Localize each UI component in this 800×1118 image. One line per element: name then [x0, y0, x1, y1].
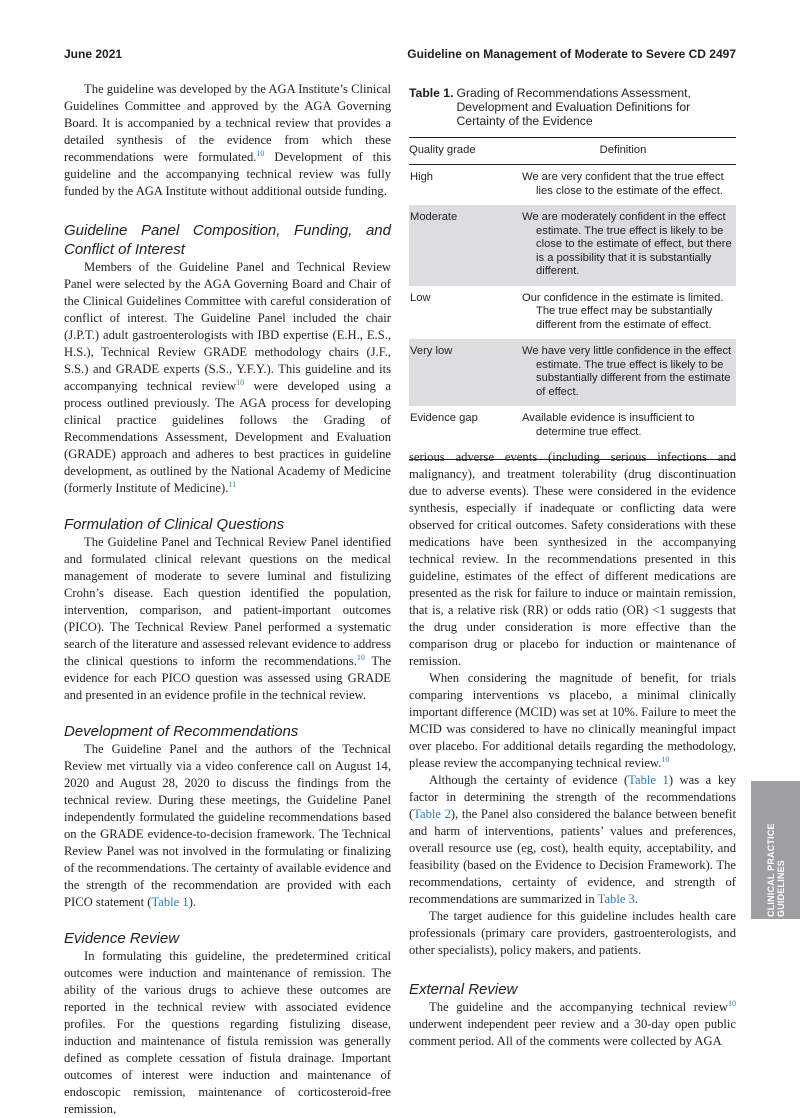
paragraph — [64, 81, 391, 200]
text: . — [634, 892, 639, 906]
table-header-row — [409, 138, 736, 165]
table-link[interactable]: Table 3 — [597, 892, 635, 906]
grade-cell: High — [410, 171, 434, 183]
text: ), the Panel also considered the balance between benefit and harm of interventions, patients’ values and preferences, overall resource use (eg, cost), health equity, acceptability, and feasibility (based on the Evidence to Decision Framework). The recommendations, certainty of evidence, and strength of recommendations are summarized in — [409, 807, 736, 906]
definition-text: Our confidence in the estimate is limited. The true effect may be substantially different from the estimate of effect. — [522, 291, 724, 331]
paragraph — [409, 999, 736, 1050]
text: When considering the magnitude of benefit, for trials comparing interventions vs placebo, a minimal clinically important difference (MCID) was set at 10%. Failure to meet the MCID was considered to have no clinically meaningful impact over placebo. For additional details regarding the methodology, please review the accompanying technical review. — [409, 671, 736, 770]
section-heading: Evidence Review — [64, 930, 180, 947]
table-caption — [409, 86, 736, 128]
section-heading: External Review — [409, 981, 518, 998]
paragraph — [409, 670, 736, 772]
paragraph: In formulating this guideline, the predetermined critical outcomes were induction and maintenance of remission. The ability of the various drugs to achieve these outcomes are reported in the technical review with associated evidence profiles. For the questions regarding fistulizing disease, induction and maintenance of fistula remission was generally defined as complete cessation of fistula drainage. Important outcomes of interest were induction and maintenance of endoscopic remission, maintenance of corticosteroid-free remission, — [64, 949, 391, 1116]
paragraph — [64, 259, 391, 497]
text: The guideline was developed by the AGA Institute’s Clinical Guidelines Committee and approved by the AGA Governing Board. It is accompanied by a technical review that provides a detailed synthesis of the evidence from which these recommendations were formulated. — [64, 82, 391, 164]
reference-superscript[interactable]: 10 — [728, 998, 736, 1008]
text: Members of the Guideline Panel and Technical Review Panel were selected by the AGA Governing Board and Chair of the Clinical Guidelines Committee with careful consideration of conflict of interest. The Guideline Panel included the chair (J.P.T.) adult gastroenterologists with IBD expertise (E.H., E.S., H.S.), Technical Review GRADE methodology chairs (J.F., S.S.) and GRADE experts (S.S., Y.F.Y.). This guideline and its accompanying technical review — [64, 260, 391, 393]
text: The guideline and the accompanying technical review — [429, 1000, 728, 1014]
running-header-title: Guideline on Management of Moderate to Severe CD 2497 — [407, 47, 736, 61]
table-row — [409, 286, 736, 340]
table-link[interactable]: Table 1 — [628, 773, 669, 787]
table-row — [409, 205, 736, 286]
text: underwent independent peer review and a 30-day open public comment period. All of the comments were collected by AGA — [409, 1017, 736, 1048]
definition-text: We are very confident that the true effect lies close to the estimate of the effect. — [522, 171, 724, 197]
definition-cell — [510, 339, 736, 406]
table-title: Grading of Recommendations Assessment, Development and Evaluation Definitions for Certainty of the Evidence — [456, 86, 691, 128]
definition-text: We are moderately confident in the effect estimate. The true effect is likely to be close to the estimate of effect, but there is a possibility that it is substantially different. — [522, 211, 732, 277]
paragraph — [409, 772, 736, 908]
section-heading: Guideline Panel Composition, Funding, and Conflict of Interest — [64, 222, 391, 258]
reference-superscript[interactable]: 10 — [356, 652, 365, 662]
left-column — [64, 81, 391, 1118]
grade-cell: Very low — [409, 339, 510, 406]
paragraph: The target audience for this guideline includes health care professionals (primary care providers, gastroenterologists, and other specialists), policy makers, and patients. — [409, 909, 736, 957]
table-row — [409, 339, 736, 406]
paragraph — [64, 534, 391, 704]
text: The evidence for each PICO question was assessed using GRADE and presented in an evidence profile in the technical review. — [64, 654, 391, 702]
table-row — [409, 165, 736, 206]
table-link[interactable]: Table 2 — [413, 807, 451, 821]
definition-cell — [510, 165, 736, 206]
running-header-date: June 2021 — [64, 47, 123, 61]
reference-superscript[interactable]: 10 — [236, 377, 245, 387]
grade-cell: Moderate — [409, 205, 510, 286]
text: The Guideline Panel and the authors of the Technical Review met virtually via a video conference call on August 14, 2020 and August 28, 2020 to discuss the findings from the technical review. During these meetings, the Guideline Panel independently formulated the guideline recommendations based on the GRADE evidence-to-decision framework. The Technical Review Panel was not involved in the formulating or finalizing of the recommendations. The certainty of available evidence and the strength of the recommendation are provided with each PICO statement ( — [64, 742, 391, 909]
reference-superscript[interactable]: 11 — [228, 479, 237, 489]
definition-text: We have very little confidence in the effect estimate. The true effect is likely to be substantially different from the estimate of effect. — [522, 345, 732, 398]
column-header-quality-grade: Quality grade — [409, 138, 510, 165]
text: The Guideline Panel and Technical Review Panel identified and formulated clinical relevant questions on the medical management of moderate to severe luminal and fistulizing Crohn’s disease. Each question identified the population, intervention, comparison, and patient-important outcomes (PICO). The Technical Review Panel performed a systematic search of the literature and assessed relevant evidence to address the clinical questions to inform the recommendations. — [64, 535, 391, 668]
table-label: Table 1. — [409, 86, 454, 100]
grade-cell: Evidence gap — [410, 412, 478, 424]
definition-text: Available evidence is insufficient to determine true effect. — [522, 412, 695, 438]
paragraph: serious adverse events (including serious infections and malignancy), and treatment tolerability (drug discontinuation due to adverse events). These were considered in the evidence synthesis, especially if inadequate or conflicting data were observed for critical outcomes. Safety considerations with these medications have been synthesized in the accompanying technical review. In the recommendations presented in this guideline, estimates of the effect of different medications are presented as the risk for failure to induce or maintain remission, that is, a relative risk (RR) or odds ratio (OR) <1 suggests that the drug under consideration is more effective than the comparison drug or placebo for induction or maintenance of remission. — [409, 450, 736, 668]
definition-cell — [510, 205, 736, 286]
text: Although the certainty of evidence ( — [429, 773, 629, 787]
text: ) was a key factor in determining the strength of the recommendations ( — [409, 773, 736, 821]
table-1 — [409, 86, 736, 460]
paragraph — [64, 741, 391, 911]
table-link[interactable]: Table 1 — [151, 895, 189, 909]
grade-cell: Low — [410, 291, 431, 304]
column-header-definition: Definition — [510, 138, 736, 165]
text: ). — [188, 895, 197, 909]
side-tab-label: CLINICAL PRACTICE GUIDELINES — [765, 823, 786, 917]
certainty-table — [409, 137, 736, 460]
right-column — [409, 449, 736, 1050]
definition-cell — [510, 286, 736, 340]
reference-superscript[interactable]: 10 — [256, 148, 265, 158]
text: were developed using a process outlined previously. The AGA process for developing clinical practice guidelines follows the Grading of Recommendations Assessment, Development and Evaluation (GRADE) approach and adheres to best practices in guideline development, as outlined by the National Academy of Medicine (formerly Institute of Medicine). — [64, 379, 391, 495]
reference-superscript[interactable]: 10 — [661, 754, 670, 764]
section-heading: Development of Recommendations — [64, 723, 299, 740]
section-heading: Formulation of Clinical Questions — [64, 516, 285, 533]
text: Development of this guideline and the accompanying technical review was fully funded by the AGA Institute without additional outside funding. — [64, 150, 391, 198]
